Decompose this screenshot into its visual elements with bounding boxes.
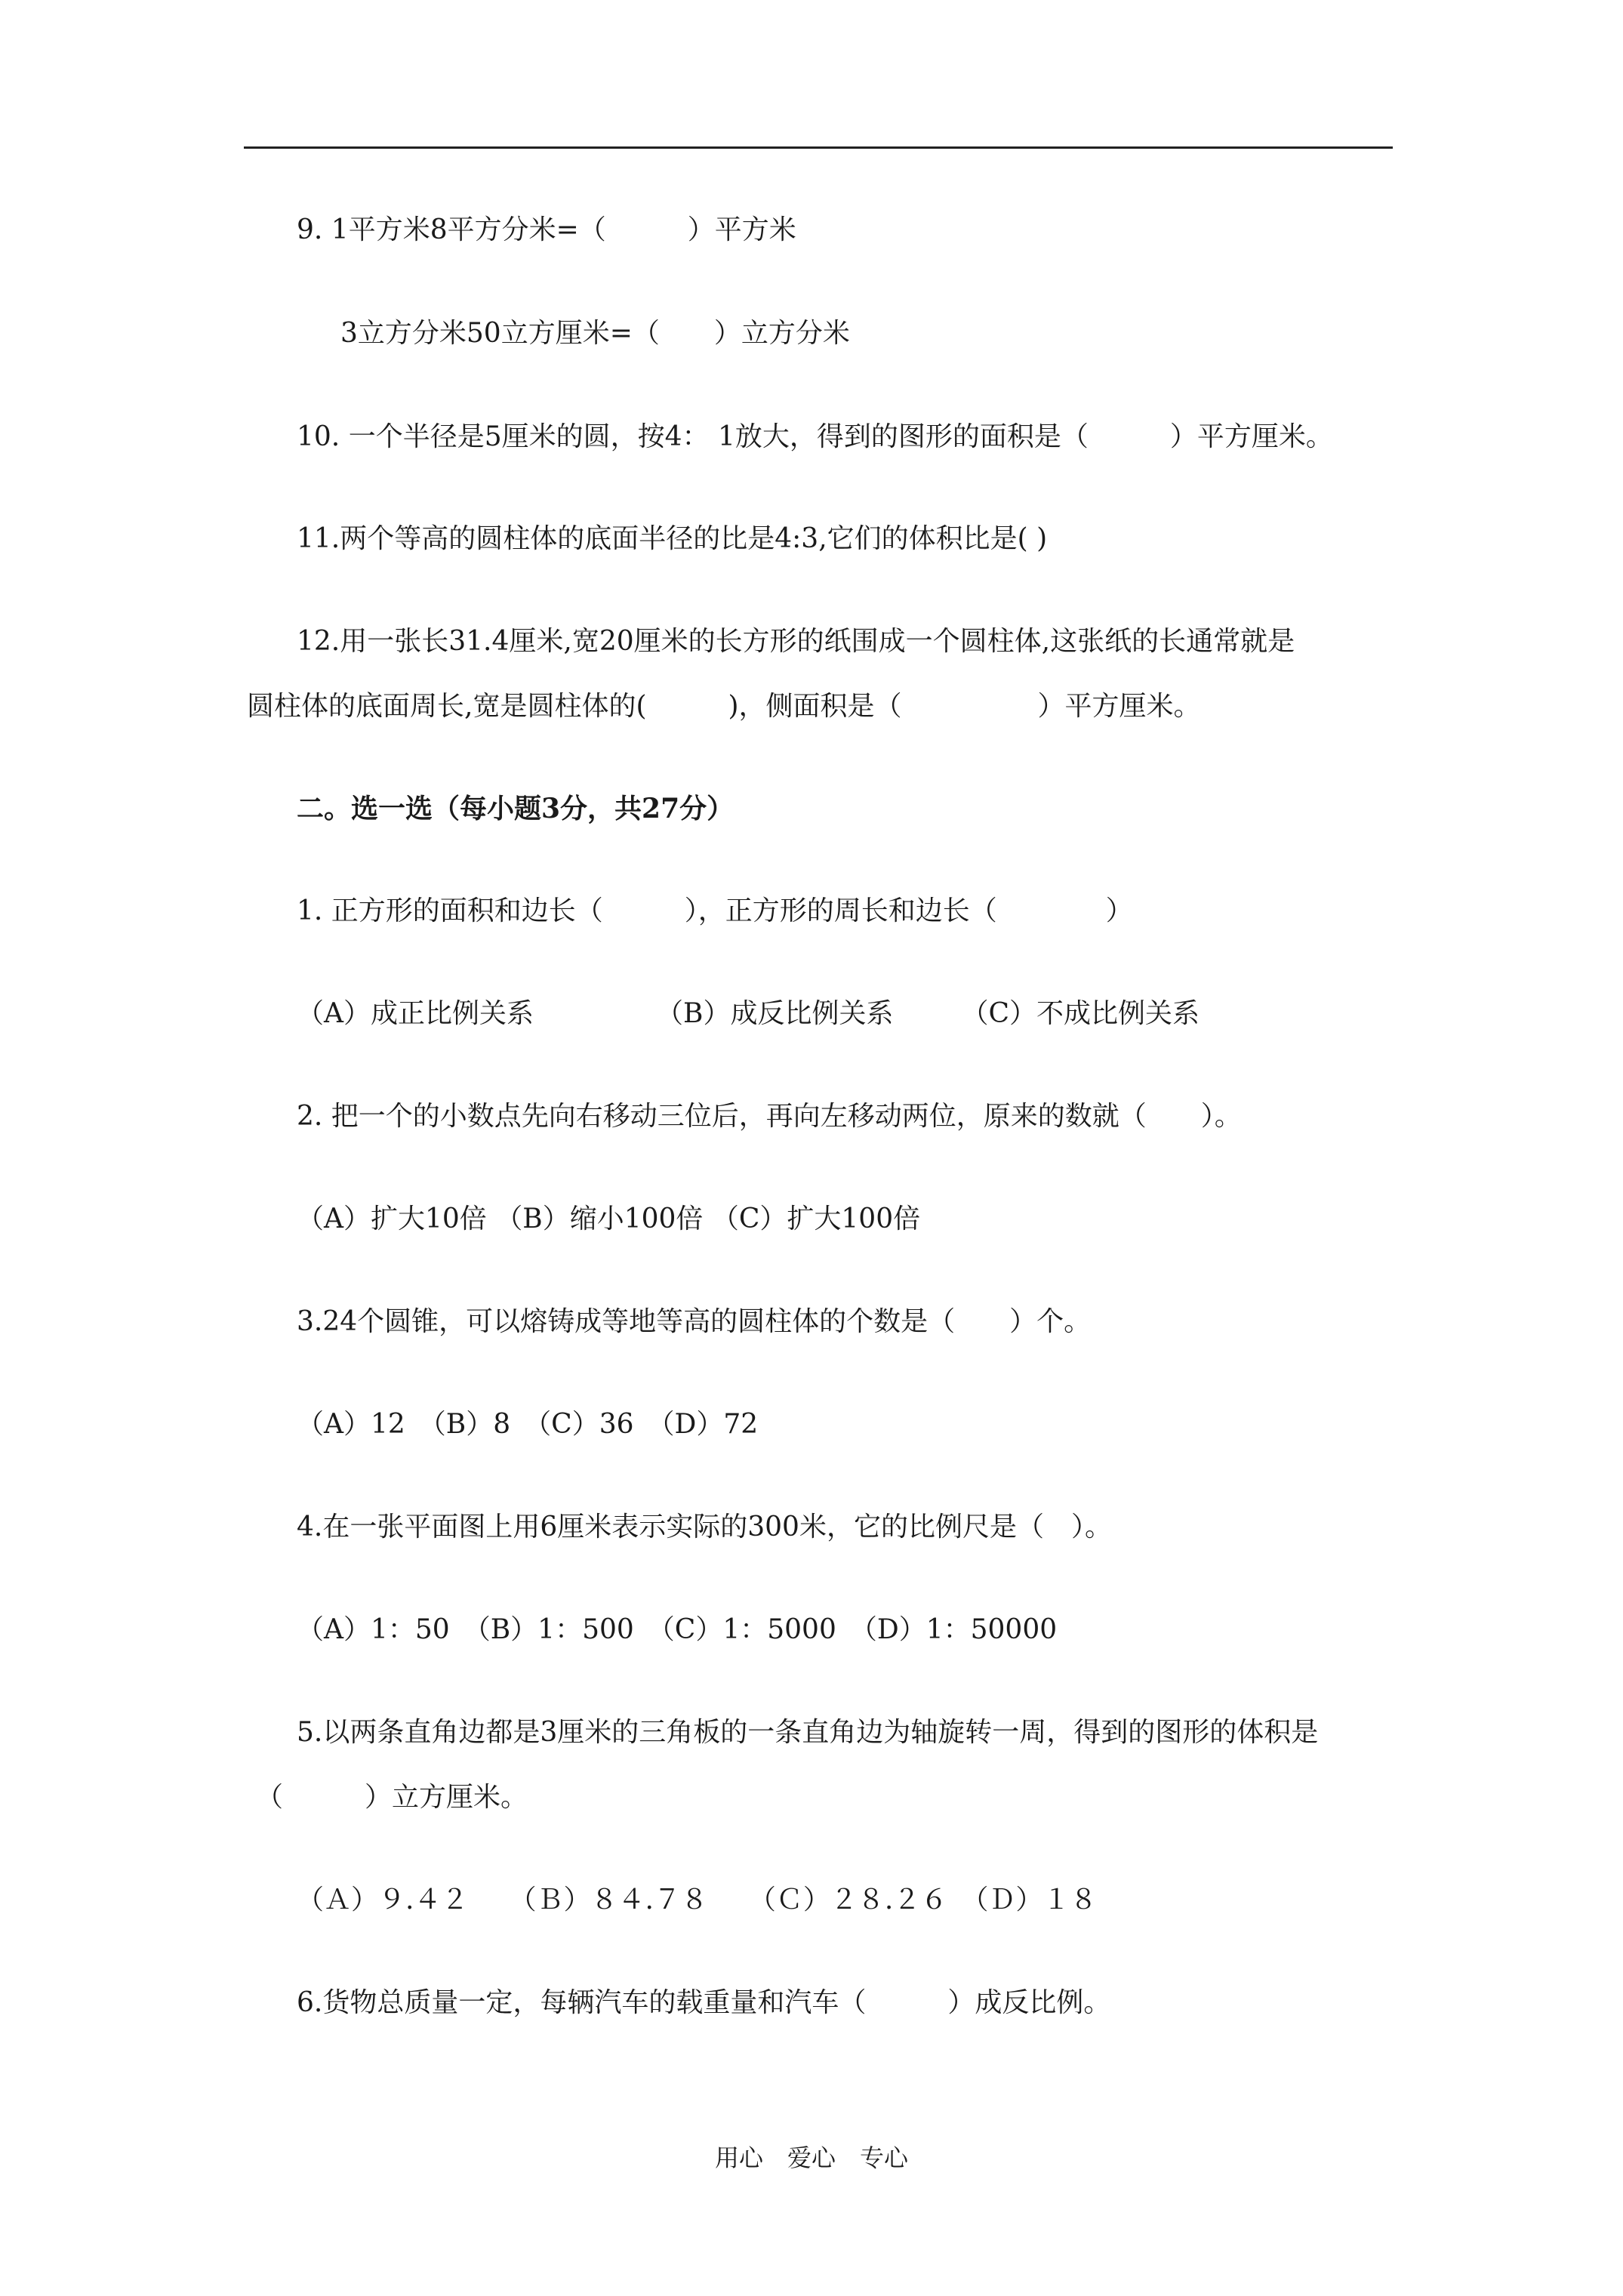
section-heading-choice: 二。选一选（每小题3分，共27分） bbox=[297, 793, 735, 824]
choice-question-1-options: （A）成正比例关系 （B）成反比例关系 （C）不成比例关系 bbox=[297, 998, 1200, 1029]
question-12: 12.用一张长31.4厘米,宽20厘米的长方形的纸围成一个圆柱体,这张纸的长通常就是 bbox=[297, 626, 1295, 657]
choice-question-6: 6.货物总质量一定，每辆汽车的载重量和汽车（ ）成反比例。 bbox=[297, 1987, 1111, 2018]
choice-question-5: 5.以两条直角边都是3厘米的三角板的一条直角边为轴旋转一周，得到的图形的体积是 bbox=[297, 1717, 1319, 1748]
question-10: 10. 一个半径是5厘米的圆，按4： 1放大，得到的图形的面积是（ ）平方厘米。 bbox=[297, 421, 1333, 452]
choice-question-3: 3.24个圆锥，可以熔铸成等地等高的圆柱体的个数是（ ）个。 bbox=[297, 1306, 1092, 1337]
question-9-part-2: 3立方分米50立方厘米=（ ）立方分米 bbox=[340, 318, 850, 349]
choice-question-2: 2. 把一个的小数点先向右移动三位后，再向左移动两位，原来的数就（ ）。 bbox=[297, 1101, 1242, 1132]
page-footer: 用心 爱心 专心 bbox=[714, 2143, 908, 2172]
choice-question-3-options: （A）12 （B）8 （C）36 （D）72 bbox=[297, 1409, 759, 1440]
question-11: 11.两个等高的圆柱体的底面半径的比是4:3,它们的体积比是( ) bbox=[297, 523, 1048, 554]
choice-question-4: 4.在一张平面图上用6厘米表示实际的300米，它的比例尺是（ ）。 bbox=[297, 1512, 1112, 1542]
header-rule bbox=[244, 146, 1393, 149]
choice-question-1: 1. 正方形的面积和边长（ ），正方形的周长和边长（ ） bbox=[297, 895, 1133, 926]
question-9: 9. 1平方米8平方分米=（ ）平方米 bbox=[297, 214, 796, 245]
question-12-continued: 圆柱体的底面周长,宽是圆柱体的( )，侧面积是（ ）平方厘米。 bbox=[247, 691, 1201, 722]
choice-question-5-continued: （ ）立方厘米。 bbox=[256, 1782, 528, 1813]
choice-question-5-options: （Ａ）９.４２ （Ｂ）８４.７８ （Ｃ）２８.２６ （Ｄ）１８ bbox=[297, 1885, 1098, 1915]
choice-question-4-options: （A）1：50 （B）1：500 （C）1：5000 （D）1：50000 bbox=[297, 1614, 1058, 1645]
choice-question-2-options: （A）扩大10倍 （B）缩小100倍 （C）扩大100倍 bbox=[297, 1203, 921, 1234]
